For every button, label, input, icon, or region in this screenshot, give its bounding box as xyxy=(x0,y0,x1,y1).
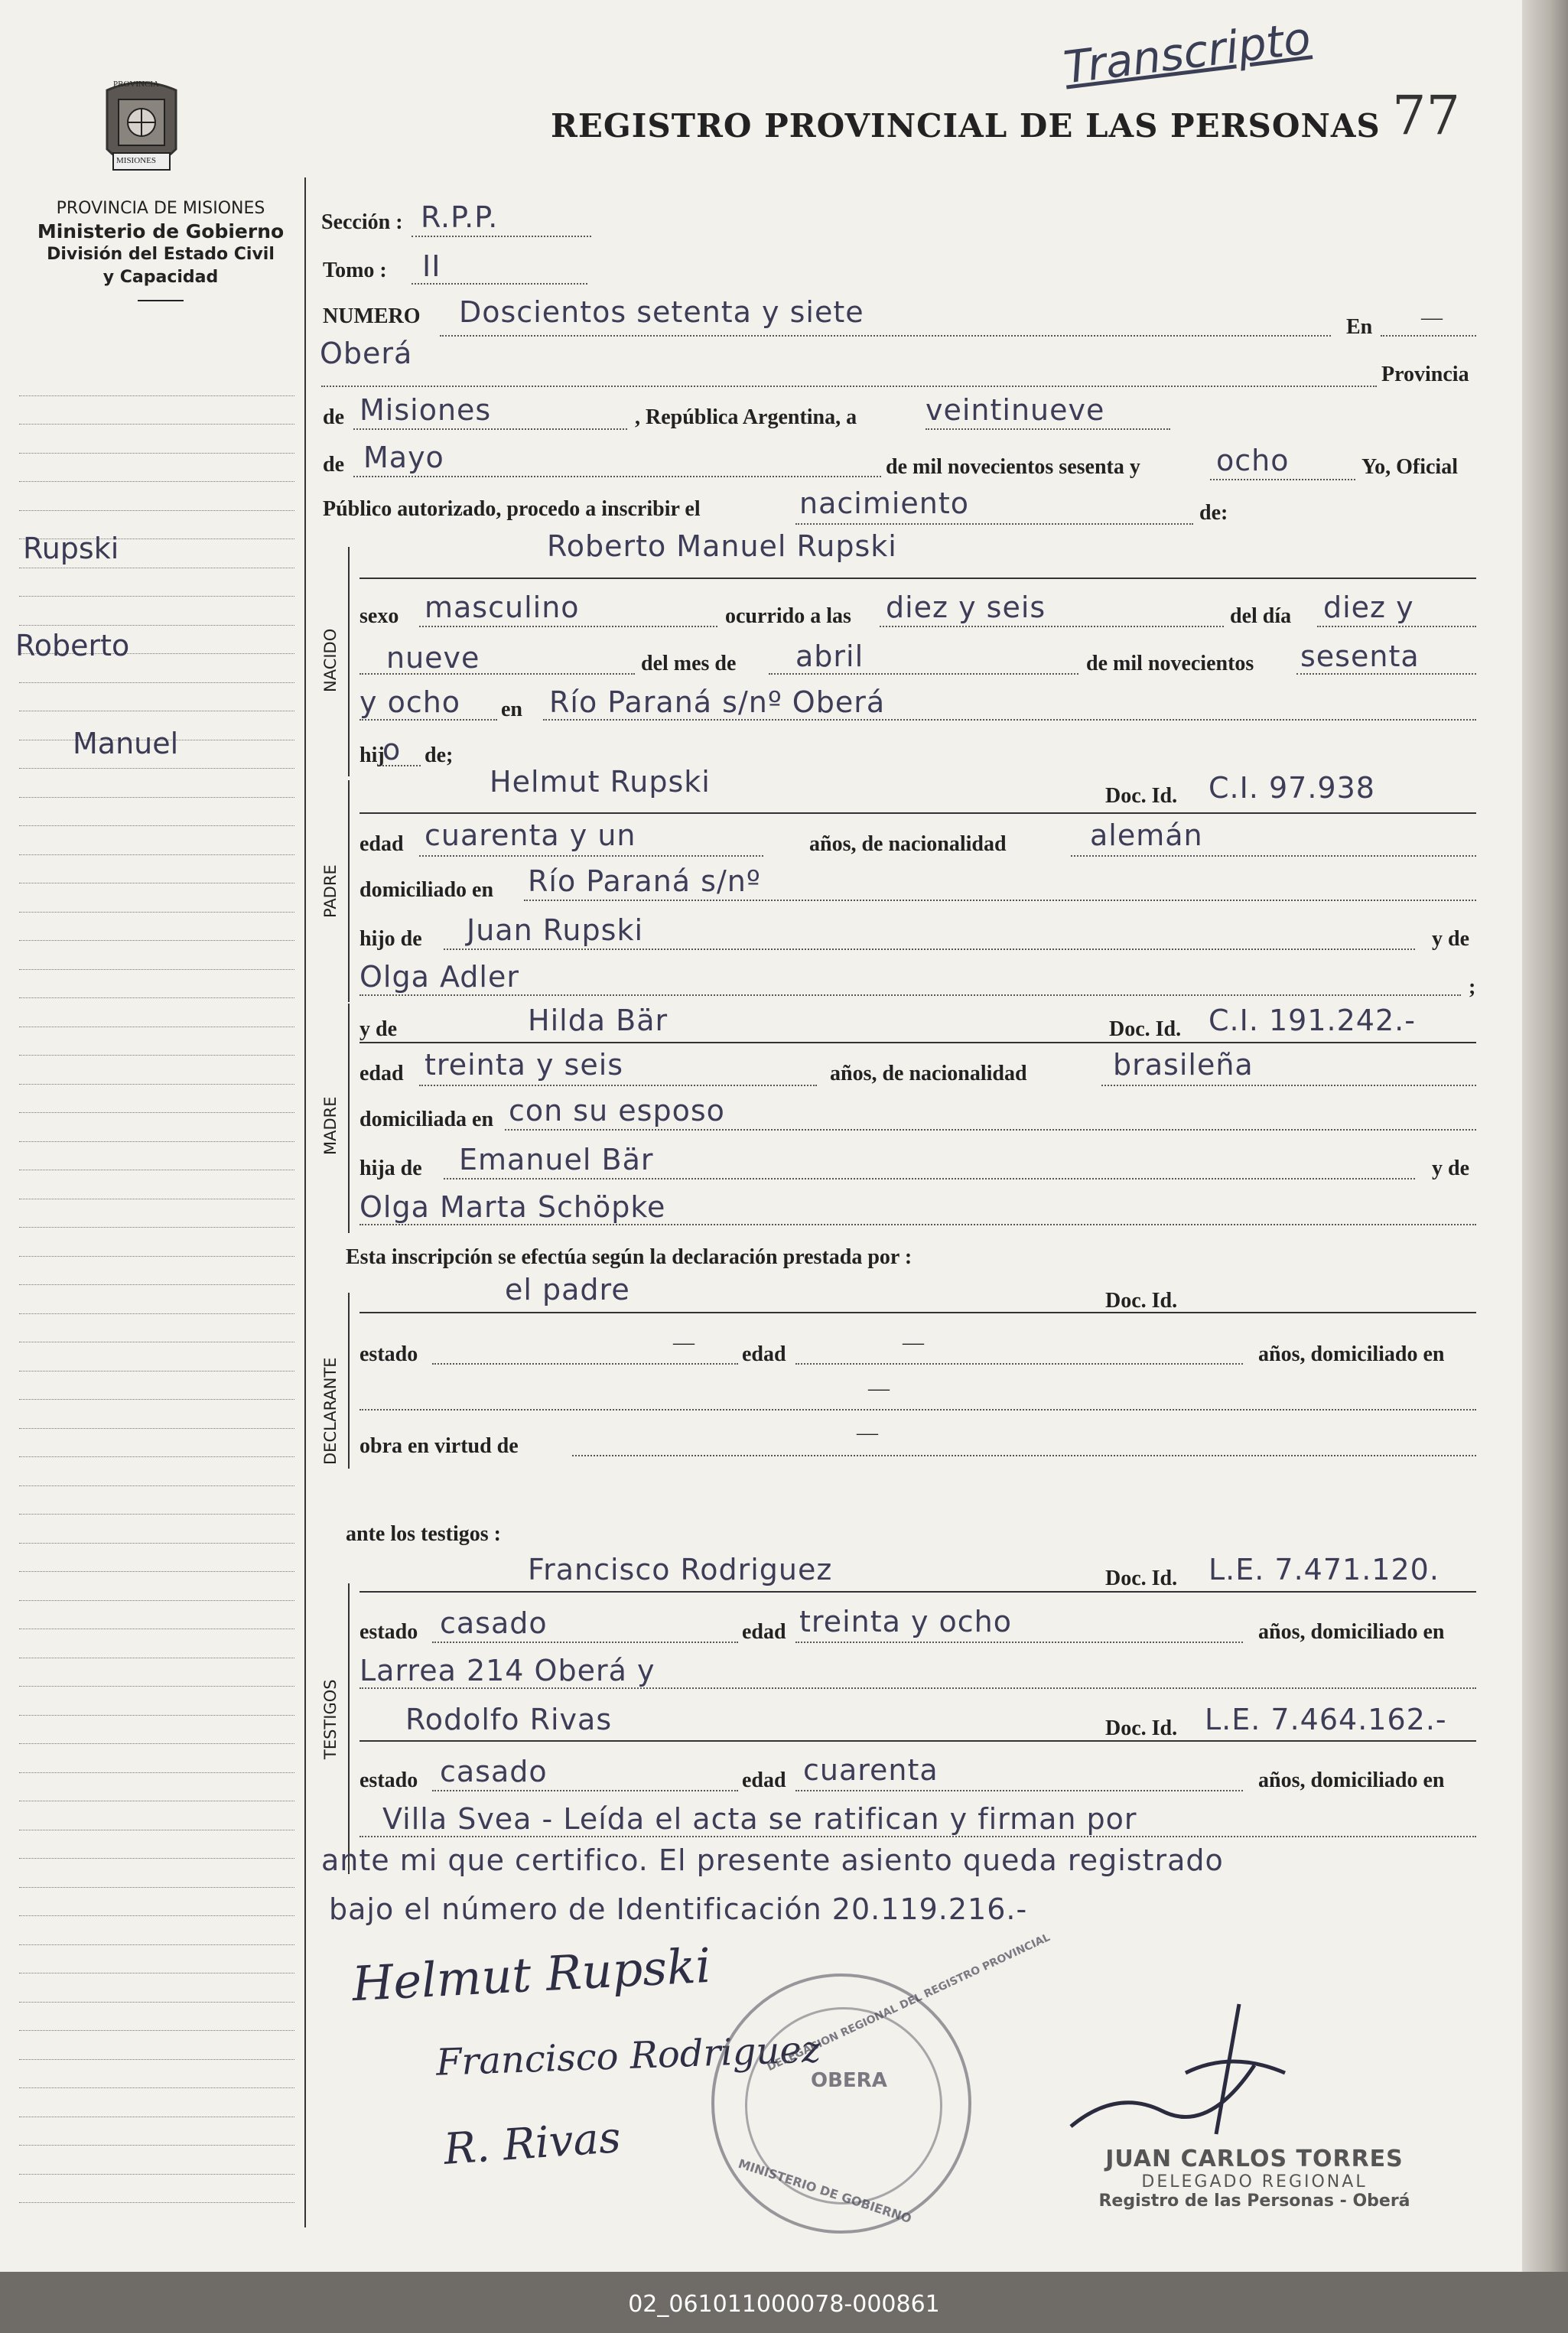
padre-domicilio-value: Río Paraná s/nº xyxy=(528,864,761,898)
declarante-edad-label: edad xyxy=(742,1342,786,1366)
testigos-intro: ante los testigos : xyxy=(346,1522,501,1546)
sexo-value: masculino xyxy=(425,591,580,624)
testigo2-edad-label: edad xyxy=(742,1768,786,1792)
ministry-label: Ministerio de Gobierno xyxy=(37,220,285,242)
seccion-line xyxy=(412,236,591,237)
margin-rule-line xyxy=(19,1859,294,1888)
testigo2-nombre-line xyxy=(359,1740,1476,1742)
margin-rule-line xyxy=(19,2175,294,2204)
division-label: División del Estado Civil xyxy=(47,245,275,264)
padre-y-de-label: y de xyxy=(1432,927,1469,951)
madre-y-de-label: y de xyxy=(359,1017,397,1041)
testigo2-anios-label: años, domiciliado en xyxy=(1258,1768,1445,1792)
padre-domicilio-label: domiciliado en xyxy=(359,878,494,902)
margin-rule-line xyxy=(19,367,294,396)
testigo2-domicilio: Villa Svea - Leída el acta se ratifican y firman por xyxy=(382,1802,1137,1836)
testigo2-estado-value: casado xyxy=(440,1755,548,1788)
seccion-label: Sección : xyxy=(321,210,403,234)
declarante-domicilio-value: — xyxy=(868,1377,890,1401)
sexo-line xyxy=(419,626,717,627)
madre-doc-label: Doc. Id. xyxy=(1109,1017,1182,1041)
numero-line xyxy=(440,335,1331,337)
en-nac-label: en xyxy=(501,698,522,721)
testigos-bracket xyxy=(348,1583,350,1874)
republica-label: , República Argentina, a xyxy=(635,405,857,429)
padre-edad-value: cuarenta y un xyxy=(425,818,636,852)
declarante-estado-label: estado xyxy=(359,1342,418,1366)
madre-nacionalidad-value: brasileña xyxy=(1113,1048,1254,1082)
margin-rule-line xyxy=(19,941,294,970)
padre-padre-de-line xyxy=(444,948,1415,950)
margin-rule-line xyxy=(19,998,294,1027)
capacity-label: y Capacidad xyxy=(102,268,219,287)
de-nac-label: de; xyxy=(425,744,454,767)
crest-label-bottom: MISIONES xyxy=(116,156,156,165)
padre-semicolon: ; xyxy=(1469,975,1476,999)
declarante-estado-value: — xyxy=(673,1331,695,1355)
madre-y-de-label2: y de xyxy=(1432,1157,1469,1180)
margin-rule-line xyxy=(19,1314,294,1343)
declarante-nombre: el padre xyxy=(505,1273,630,1306)
margin-rule-line xyxy=(19,1515,294,1544)
dia-line-2 xyxy=(359,673,635,675)
sexo-label: sexo xyxy=(359,604,399,628)
declarante-obra-value: — xyxy=(857,1421,878,1445)
hij-line xyxy=(382,765,421,766)
header-divider xyxy=(138,300,184,301)
provincia-value: Misiones xyxy=(359,393,492,427)
margin-first-name: Roberto xyxy=(15,629,130,662)
margin-rule-line xyxy=(19,970,294,999)
testigo2-edad-value: cuarenta xyxy=(803,1753,939,1787)
margin-rule-line xyxy=(19,1400,294,1429)
margin-rule-line xyxy=(19,1199,294,1228)
margin-rule-line xyxy=(19,1085,294,1114)
margin-rule-line xyxy=(19,798,294,827)
margin-surname: Rupski xyxy=(23,532,119,565)
signature-witness-2: R. Rivas xyxy=(442,2113,623,2175)
padre-bracket xyxy=(348,780,350,1002)
margin-rule-line xyxy=(19,1486,294,1515)
margin-rule-line xyxy=(19,1371,294,1401)
declarante-section-label: DECLARANTE xyxy=(321,1357,340,1465)
lugar-line xyxy=(321,386,1377,387)
testigo2-doc-value: L.E. 7.464.162.- xyxy=(1205,1703,1447,1736)
testigo1-domicilio: Larrea 214 Oberá y xyxy=(359,1654,656,1687)
mes-line xyxy=(353,476,881,477)
margin-rule-line xyxy=(19,1285,294,1314)
margin-rule-line xyxy=(19,913,294,942)
madre-nombre-line xyxy=(359,1042,1476,1043)
margin-rule-line xyxy=(19,1888,294,1917)
padre-nacionalidad-value: alemán xyxy=(1090,818,1203,852)
official-name: JUAN CARLOS TORRES xyxy=(1105,2146,1404,2172)
testigo1-doc-label: Doc. Id. xyxy=(1105,1567,1178,1590)
madre-domicilio-line xyxy=(505,1129,1476,1131)
padre-madre-de: Olga Adler xyxy=(359,960,519,994)
madre-edad-value: treinta y seis xyxy=(425,1048,624,1082)
madre-nacionalidad-label: años, de nacionalidad xyxy=(830,1062,1027,1085)
dia-value-2: nueve xyxy=(386,641,480,675)
madre-edad-line xyxy=(419,1085,817,1086)
margin-rule-line xyxy=(19,2117,294,2146)
mes-value: Mayo xyxy=(363,441,444,474)
declarante-obra-label: obra en virtud de xyxy=(359,1434,519,1458)
madre-madre-de-line xyxy=(359,1224,1476,1225)
page-number: 77 xyxy=(1392,84,1461,147)
lugar-nac-value: Río Paraná s/nº Oberá xyxy=(549,685,886,719)
declarante-obra-line xyxy=(572,1455,1476,1456)
padre-padre-de: Juan Rupski xyxy=(467,913,644,947)
numero-label: NUMERO xyxy=(323,304,421,328)
padre-section-label: PADRE xyxy=(321,864,340,918)
margin-rule-line xyxy=(19,568,294,597)
hij-label: hij xyxy=(359,744,385,767)
testigo1-anios-label: años, domiciliado en xyxy=(1258,1620,1445,1644)
margin-rule-line xyxy=(19,1228,294,1257)
margin-rule-line xyxy=(19,1544,294,1573)
declarante-intro: Esta inscripción se efectúa según la declaración prestada por : xyxy=(346,1245,912,1269)
margin-rule-line xyxy=(19,1687,294,1716)
seal-center-text: OBERA xyxy=(811,2069,887,2092)
margin-rule-line xyxy=(19,2031,294,2060)
padre-domicilio-line xyxy=(524,900,1476,901)
margin-middle-name: Manuel xyxy=(73,727,179,760)
margin-rule-line xyxy=(19,1801,294,1830)
anio-label: de mil novecientos sesenta y xyxy=(886,455,1140,479)
testigo2-domicilio-line xyxy=(359,1836,1476,1837)
tomo-line xyxy=(412,283,587,285)
hij-value: o xyxy=(382,733,402,766)
declarante-estado-line xyxy=(432,1363,738,1365)
margin-rule-line xyxy=(19,1916,294,1945)
margin-rule-line xyxy=(19,1142,294,1171)
de3-label: de: xyxy=(1199,501,1228,525)
transcribed-annotation: Transcripto xyxy=(1061,11,1314,94)
padre-madre-de-line xyxy=(359,994,1461,996)
padre-hijo-label: hijo de xyxy=(359,927,422,951)
declarante-doc-label: Doc. Id. xyxy=(1105,1289,1178,1313)
testigo1-doc-value: L.E. 7.471.120. xyxy=(1209,1553,1440,1586)
anio-value: ocho xyxy=(1216,444,1290,477)
nacido-section-label: NACIDO xyxy=(321,628,340,692)
provincia-label: Provincia xyxy=(1381,363,1469,386)
nacido-nombre: Roberto Manuel Rupski xyxy=(547,529,897,563)
acto-value: nacimiento xyxy=(799,486,970,520)
oficial-label: Yo, Oficial xyxy=(1361,455,1458,479)
margin-rule-line xyxy=(19,1457,294,1486)
margin-rule-line xyxy=(19,2146,294,2175)
lugar-value: Oberá xyxy=(320,337,413,370)
anio-line xyxy=(1210,479,1355,480)
official-block xyxy=(1086,2146,1423,2211)
declarante-bracket xyxy=(348,1293,350,1469)
mes-nac-value: abril xyxy=(795,639,864,673)
margin-rule-line xyxy=(19,1830,294,1860)
mes-nac-line xyxy=(769,673,1078,675)
margin-rule-line xyxy=(19,1027,294,1056)
page-title: REGISTRO PROVINCIAL DE LAS PERSONAS xyxy=(551,107,1381,145)
margin-rule-line xyxy=(19,1973,294,2003)
madre-domicilio-value: con su esposo xyxy=(509,1094,725,1127)
testigo2-estado-line xyxy=(432,1790,738,1791)
nacido-nombre-line xyxy=(359,578,1476,579)
testigo2-nombre: Rodolfo Rivas xyxy=(405,1703,613,1736)
testigo2-doc-label: Doc. Id. xyxy=(1105,1716,1178,1740)
declarante-domicilio-line xyxy=(359,1409,1476,1411)
declarante-nombre-line xyxy=(359,1312,1476,1313)
margin-rule-line xyxy=(19,1429,294,1458)
madre-madre-de: Olga Marta Schöpke xyxy=(359,1190,666,1224)
book-spine xyxy=(1522,0,1568,2272)
seal-bottom-text: MINISTERIO DE GOBIERNO xyxy=(736,2156,914,2227)
official-role: DELEGADO REGIONAL xyxy=(1141,2172,1368,2191)
testigo1-estado-line xyxy=(432,1642,738,1643)
nacido-bracket xyxy=(348,547,350,776)
testigo1-nombre: Francisco Rodriguez xyxy=(528,1553,833,1586)
margin-rule-line xyxy=(19,1342,294,1371)
margin-rule-line xyxy=(19,1945,294,1974)
closing-line-1: ante mi que certifico. El presente asiento queda registrado xyxy=(321,1843,1224,1877)
anio-nac-value-2: y ocho xyxy=(359,685,461,719)
margin-rule-line xyxy=(19,883,294,913)
en-value: — xyxy=(1421,306,1443,330)
margin-divider xyxy=(304,177,306,2227)
seal-outer-text: DELEGACION REGIONAL DEL REGISTRO PROVINCIAL xyxy=(765,1931,1052,2074)
anio-nac-line-1 xyxy=(1296,673,1476,675)
en-line xyxy=(1381,335,1476,337)
signature-witness-1: Francisco Rodriguez xyxy=(435,2028,821,2084)
hora-value: diez y seis xyxy=(886,591,1046,624)
official-signature-scribble xyxy=(1056,1981,1316,2165)
provincia-line xyxy=(353,428,627,430)
de-label: de xyxy=(323,405,344,429)
del-mes-label: del mes de xyxy=(641,652,737,675)
dia-line xyxy=(926,428,1170,430)
margin-rule-line xyxy=(19,1113,294,1142)
dia-value: veintinueve xyxy=(926,393,1105,427)
provincial-crest-icon xyxy=(99,76,184,184)
margin-rule-line xyxy=(19,2003,294,2032)
del-dia-label: del día xyxy=(1230,604,1292,628)
official-org: Registro de las Personas - Oberá xyxy=(1098,2191,1410,2211)
padre-doc-label: Doc. Id. xyxy=(1105,784,1178,808)
madre-padre-de-line xyxy=(444,1178,1415,1180)
numero-value: Doscientos setenta y siete xyxy=(459,295,864,329)
padre-nombre-line xyxy=(359,812,1476,814)
madre-bracket xyxy=(348,1004,350,1233)
testigo1-estado-label: estado xyxy=(359,1620,418,1644)
margin-rule-line xyxy=(19,1170,294,1199)
margin-rule-line xyxy=(19,1773,294,1802)
declarante-anios-label: años, domiciliado en xyxy=(1258,1342,1445,1366)
madre-section-label: MADRE xyxy=(321,1096,340,1155)
madre-edad-label: edad xyxy=(359,1062,404,1085)
tomo-value: II xyxy=(422,249,441,283)
anio-nac-value-1: sesenta xyxy=(1300,639,1420,673)
margin-rule-line xyxy=(19,1572,294,1601)
testigo1-estado-value: casado xyxy=(440,1606,548,1640)
margin-rule-line xyxy=(19,855,294,884)
margin-rule-line xyxy=(19,1601,294,1630)
margin-rule-line xyxy=(19,826,294,855)
testigo2-edad-line xyxy=(795,1790,1243,1791)
margin-rule-line xyxy=(19,1744,294,1773)
margin-rule-line xyxy=(19,1056,294,1085)
acto-line xyxy=(795,523,1193,525)
mil-label: de mil novecientos xyxy=(1086,652,1254,675)
margin-rule-line xyxy=(19,482,294,511)
seccion-value: R.P.P. xyxy=(421,200,499,234)
margin-rule-line xyxy=(19,2088,294,2117)
padre-nombre: Helmut Rupski xyxy=(490,765,711,799)
testigo1-edad-label: edad xyxy=(742,1620,786,1644)
margin-rule-line xyxy=(19,1629,294,1658)
padre-edad-line xyxy=(419,855,763,857)
dia-line-1 xyxy=(1317,626,1476,627)
madre-domicilio-label: domiciliada en xyxy=(359,1108,494,1131)
dia-value-1: diez y xyxy=(1323,591,1414,624)
province-label: PROVINCIA DE MISIONES xyxy=(56,199,265,218)
margin-rule-line xyxy=(19,1257,294,1286)
declarante-edad-line xyxy=(795,1363,1243,1365)
madre-doc-value: C.I. 191.242.- xyxy=(1209,1004,1416,1037)
en-label: En xyxy=(1346,315,1373,339)
scan-caption: 02_061011000078-000861 xyxy=(628,2291,940,2318)
margin-rule-line xyxy=(19,597,294,626)
hora-line xyxy=(880,626,1224,627)
padre-nacionalidad-label: años, de nacionalidad xyxy=(809,832,1007,856)
margin-rule-line xyxy=(19,1658,294,1687)
testigo1-edad-line xyxy=(795,1642,1243,1643)
madre-hija-label: hija de xyxy=(359,1157,422,1180)
tomo-label: Tomo : xyxy=(323,259,387,282)
lugar-nac-line xyxy=(543,719,1476,721)
padre-edad-label: edad xyxy=(359,832,404,856)
closing-line-2: bajo el número de Identificación 20.119.216.- xyxy=(329,1892,1028,1926)
crest-label-top: PROVINCIA xyxy=(113,80,159,89)
publico-label: Público autorizado, procedo a inscribir el xyxy=(323,497,701,521)
margin-rule-line xyxy=(19,454,294,483)
padre-nacionalidad-line xyxy=(1071,855,1476,857)
madre-nacionalidad-line xyxy=(1101,1085,1476,1086)
margin-rule-line xyxy=(19,2060,294,2089)
anio-nac-line-2 xyxy=(359,719,497,721)
margin-rule-line xyxy=(19,769,294,798)
madre-nombre: Hilda Bär xyxy=(528,1004,669,1037)
margin-rule-line xyxy=(19,425,294,454)
padre-doc-value: C.I. 97.938 xyxy=(1209,771,1375,805)
signature-father: Helmut Rupski xyxy=(350,1937,713,2012)
margin-rule-line xyxy=(19,683,294,712)
ocurrido-label: ocurrido a las xyxy=(725,604,851,628)
de2-label: de xyxy=(323,453,344,477)
left-header xyxy=(8,197,314,301)
madre-padre-de: Emanuel Bär xyxy=(459,1143,654,1176)
testigo2-estado-label: estado xyxy=(359,1768,418,1792)
margin-rule-line xyxy=(19,396,294,425)
testigo1-domicilio-line xyxy=(359,1687,1476,1689)
testigo1-nombre-line xyxy=(359,1591,1476,1593)
margin-rule-line xyxy=(19,1716,294,1745)
declarante-edad-value: — xyxy=(903,1331,924,1355)
testigo1-edad-value: treinta y ocho xyxy=(799,1605,1013,1638)
testigos-section-label: TESTIGOS xyxy=(321,1679,340,1759)
